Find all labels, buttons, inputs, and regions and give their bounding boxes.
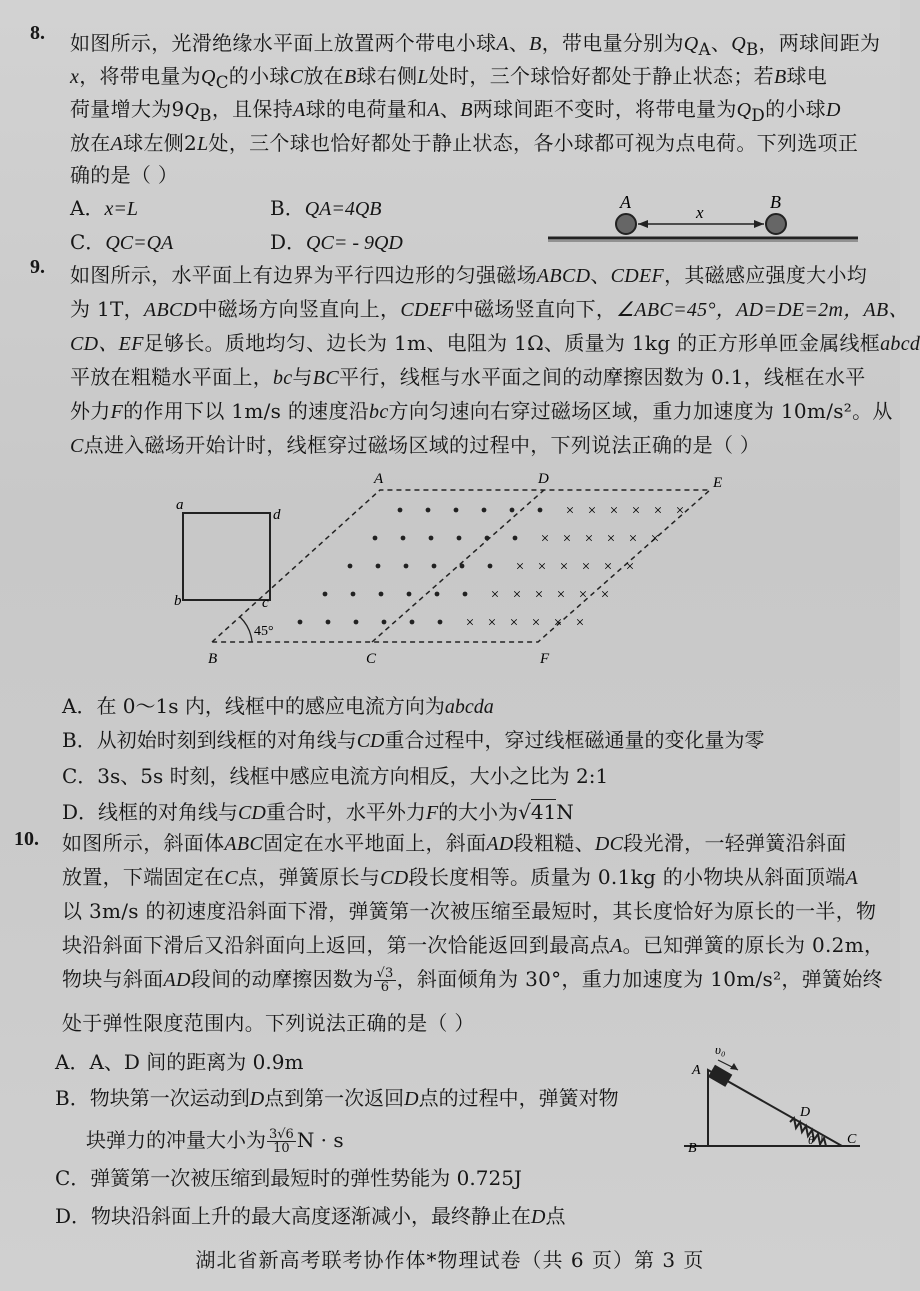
field-dot [463, 592, 468, 597]
ball-b [766, 214, 786, 234]
q8-line5: 确的是（ ） [70, 163, 179, 187]
q8-line4: 放在A球左侧2L处，三个球也恰好都处于静止状态，各小球都可视为点电荷。下列选项正 [70, 131, 859, 155]
field-cross: × [515, 559, 525, 575]
label-x: x [696, 203, 704, 222]
field-cross: × [465, 615, 475, 631]
field-dot [435, 592, 440, 597]
q9-line6: C点进入磁场开始计时，线框穿过磁场区域的过程中，下列说法正确的是（ ） [70, 433, 761, 457]
label-B: B [688, 1141, 697, 1156]
field-cross: × [534, 587, 544, 603]
field-dot [429, 536, 434, 541]
field-dot [426, 508, 431, 513]
label-A: A [692, 1063, 701, 1078]
label-d: d [273, 507, 281, 523]
q9-line2: 为 1T，ABCD中磁场方向竖直向上，CDEF中磁场竖直向下，∠ABC=45°，AD=DE=2m，AB、 [70, 297, 909, 321]
field-cross: × [625, 559, 635, 575]
block [708, 1065, 732, 1087]
field-dot [407, 592, 412, 597]
q9-number: 9. [30, 256, 45, 278]
field-cross: × [490, 587, 500, 603]
field-cross: × [584, 531, 594, 547]
field-cross: × [603, 559, 613, 575]
label-a: a [176, 497, 184, 513]
field-cross: × [540, 531, 550, 547]
field-dot [376, 564, 381, 569]
field-dot [538, 508, 543, 513]
field-cross: × [487, 615, 497, 631]
q9-figure [160, 465, 760, 680]
field-down-crosses [466, 503, 684, 631]
field-dot [410, 620, 415, 625]
label-D: D [800, 1105, 811, 1120]
field-cross: × [531, 615, 541, 631]
field-dot [432, 564, 437, 569]
label-theta: θ [808, 1133, 814, 1147]
ball-a [616, 214, 636, 234]
field-dot [488, 564, 493, 569]
square-loop [183, 513, 270, 600]
page-footer: 湖北省新高考联考协作体*物理试卷（共 6 页）第 3 页 [195, 1248, 705, 1272]
q8-option-a: A．x=L [70, 196, 138, 220]
q9-line1: 如图所示，水平面上有边界为平行四边形的匀强磁场ABCD、CDEF，其磁感应强度大小均 [70, 263, 868, 287]
q8-number: 8. [30, 22, 45, 44]
q9-line3: CD、EF足够长。质地均匀、边长为 1m、电阻为 1Ω、质量为 1kg 的正方形单匝金属线框abcd [70, 331, 920, 355]
q9-option-b: B．从初始时刻到线框的对角线与CD重合过程中，穿过线框磁通量的变化量为零 [62, 728, 765, 752]
field-cross: × [556, 587, 566, 603]
field-dot [323, 592, 328, 597]
field-cross: × [553, 615, 563, 631]
field-cross: × [537, 559, 547, 575]
field-cross: × [575, 615, 585, 631]
field-cross: × [565, 503, 575, 519]
field-cross: × [562, 531, 572, 547]
field-dot [454, 508, 459, 513]
field-dot [457, 536, 462, 541]
field-dot [379, 592, 384, 597]
field-dot [398, 508, 403, 513]
label-a: A [620, 192, 631, 212]
field-up-dots [298, 508, 543, 625]
field-dot [348, 564, 353, 569]
q10-line6: 处于弹性限度范围内。下列说法正确的是（ ） [62, 1011, 475, 1035]
field-dot [438, 620, 443, 625]
spring [790, 1118, 840, 1146]
q8-line2: x，将带电量为$Q_C$的小球C放在B球右侧L处时，三个球恰好都处于静止状态；若B球电 [70, 64, 828, 92]
label-B: B [208, 651, 218, 667]
q10-line2: 放置，下端固定在C点，弹簧原长与CD段长度相等。质量为 0.1kg 的小物块从斜面顶端A [62, 865, 859, 889]
field-cross: × [609, 503, 619, 519]
friction-fraction: $\frac{√3}{6}$ [376, 966, 394, 995]
field-cross: × [631, 503, 641, 519]
field-dot [513, 536, 518, 541]
q10-option-c: C．弹簧第一次被压缩到最短时的弹性势能为 0.725J [55, 1166, 522, 1190]
q10-number: 10. [14, 828, 39, 850]
q8-line3: 荷量增大为$9Q_B$，且保持A球的电荷量和A、B两球间距不变时，将带电量为$Q_D$的小球D [70, 97, 841, 125]
field-cross: × [509, 615, 519, 631]
field-dot [482, 508, 487, 513]
label-c: c [262, 595, 269, 611]
q9-option-d: D．线框的对角线与CD重合时，水平外力F的大小为√41N [62, 800, 574, 824]
angle-label: 45° [254, 624, 274, 639]
field-dot [404, 564, 409, 569]
q8-line1: 如图所示，光滑绝缘水平面上放置两个带电小球A、B，带电量分别为$Q_A$、$Q_B$，两球间距为 [70, 31, 881, 59]
q9-line4: 平放在粗糙水平面上，bc与BC平行，线框与水平面之间的动摩擦因数为 0.1，线框在水平 [70, 365, 866, 389]
field-dot [373, 536, 378, 541]
q8-option-b: B．QA=4QB [270, 196, 382, 220]
field-dot [485, 536, 490, 541]
label-b: B [770, 192, 781, 212]
field-dot [401, 536, 406, 541]
label-A: A [374, 471, 384, 487]
q8-figure [540, 188, 870, 248]
field-dot [351, 592, 356, 597]
label-b: b [174, 593, 182, 609]
field-dot [460, 564, 465, 569]
field-dot [382, 620, 387, 625]
q8-option-c: C．QC=QA [70, 230, 174, 254]
field-dot [510, 508, 515, 513]
field-cross: × [587, 503, 597, 519]
field-cross: × [559, 559, 569, 575]
field-cross: × [600, 587, 610, 603]
field-cross: × [578, 587, 588, 603]
q9-option-c: C．3s、5s 时刻，线框中感应电流方向相反，大小之比为 2:1 [62, 764, 609, 788]
field-dot [298, 620, 303, 625]
q10-option-a: A．A、D 间的距离为 0.9m [55, 1050, 304, 1074]
q10-line3: 以 3m/s 的初速度沿斜面下滑，弹簧第一次被压缩至最短时，其长度恰好为原长的一半，物 [62, 899, 877, 923]
label-v0: υ₀ [715, 1042, 726, 1057]
field-cross: × [628, 531, 638, 547]
field-cross: × [650, 531, 660, 547]
impulse-fraction: $\frac{3√6}{10}$ [269, 1127, 294, 1156]
q10-figure [680, 1040, 880, 1155]
field-dot [326, 620, 331, 625]
field-cross: × [675, 503, 685, 519]
q9-line5: 外力F的作用下以 1m/s 的速度沿bc方向匀速向右穿过磁场区域，重力加速度为 10m/s²。从 [70, 399, 893, 423]
q9-option-a: A．在 0～1s 内，线框中的感应电流方向为abcda [62, 694, 494, 718]
q10-option-d: D．物块沿斜面上升的最大高度逐渐减小，最终静止在D点 [55, 1204, 566, 1228]
label-E: E [713, 475, 723, 491]
label-C: C [366, 651, 377, 667]
field-cross: × [512, 587, 522, 603]
field-cross: × [606, 531, 616, 547]
label-F: F [540, 651, 550, 667]
q10-line1: 如图所示，斜面体ABC固定在水平地面上，斜面AD段粗糙、DC段光滑，一轻弹簧沿斜面 [62, 831, 847, 855]
angle-arc [240, 617, 252, 642]
field-cross: × [581, 559, 591, 575]
q8-option-d: D．QC= - 9QD [270, 230, 403, 254]
q10-option-b: B．物块第一次运动到D点到第一次返回D点的过程中，弹簧对物 [55, 1086, 619, 1110]
q10-line4: 块沿斜面下滑后又沿斜面向上返回，第一次恰能返回到最高点A。已知弹簧的原长为 0.2m， [62, 933, 885, 957]
q10-line5: 物块与斜面AD段间的动摩擦因数为 $\frac{√3}{6}$ ，斜面倾角为 30°，重力加速度为 10m/s²，弹簧始终 [62, 966, 883, 995]
field-dot [354, 620, 359, 625]
label-C: C [847, 1132, 857, 1147]
label-D: D [538, 471, 549, 487]
field-cross: × [653, 503, 663, 519]
q10-option-b-cont: 块弹力的冲量大小为 $\frac{3√6}{10}$ N · s [86, 1127, 344, 1156]
